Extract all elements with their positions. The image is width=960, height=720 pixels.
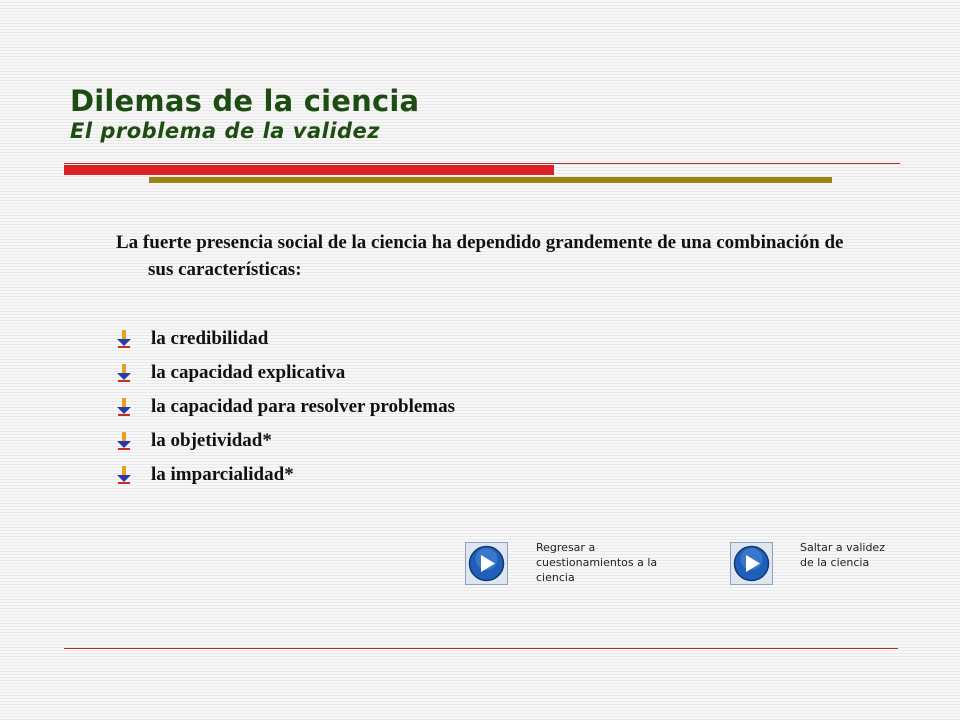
slide-title <box>70 84 419 144</box>
title-subtitle: El problema de la validez <box>70 119 381 143</box>
olive-accent-bar <box>149 177 832 183</box>
bottom-divider-line <box>64 648 898 649</box>
intro-paragraph: La fuerte presencia social de la ciencia ha dependido grandemente de una combinación de sus características: <box>116 232 844 280</box>
arrow-bullet-icon <box>116 398 132 416</box>
list-item-text: la imparcialidad* <box>151 464 294 485</box>
list-item-text: la capacidad explicativa <box>151 362 346 383</box>
play-button-icon <box>730 542 773 585</box>
arrow-bullet-icon <box>116 432 132 450</box>
top-divider-line <box>64 163 900 164</box>
arrow-bullet-icon <box>116 330 132 348</box>
list-item-text: la credibilidad <box>151 328 269 349</box>
list-item-text: la capacidad para resolver problemas <box>151 396 455 417</box>
skip-button[interactable] <box>730 542 773 585</box>
arrow-bullet-icon <box>116 466 132 484</box>
skip-button-label[interactable]: Saltar a validez de la ciencia <box>800 541 885 569</box>
play-button-icon <box>465 542 508 585</box>
back-button[interactable] <box>465 542 508 585</box>
title-main: Dilemas de la ciencia <box>70 84 420 118</box>
arrow-bullet-icon <box>116 364 132 382</box>
back-button-label[interactable]: Regresar a cuestionamientos a la ciencia <box>536 541 658 584</box>
list-item-text: la objetividad* <box>151 430 272 451</box>
red-accent-bar <box>64 165 554 175</box>
